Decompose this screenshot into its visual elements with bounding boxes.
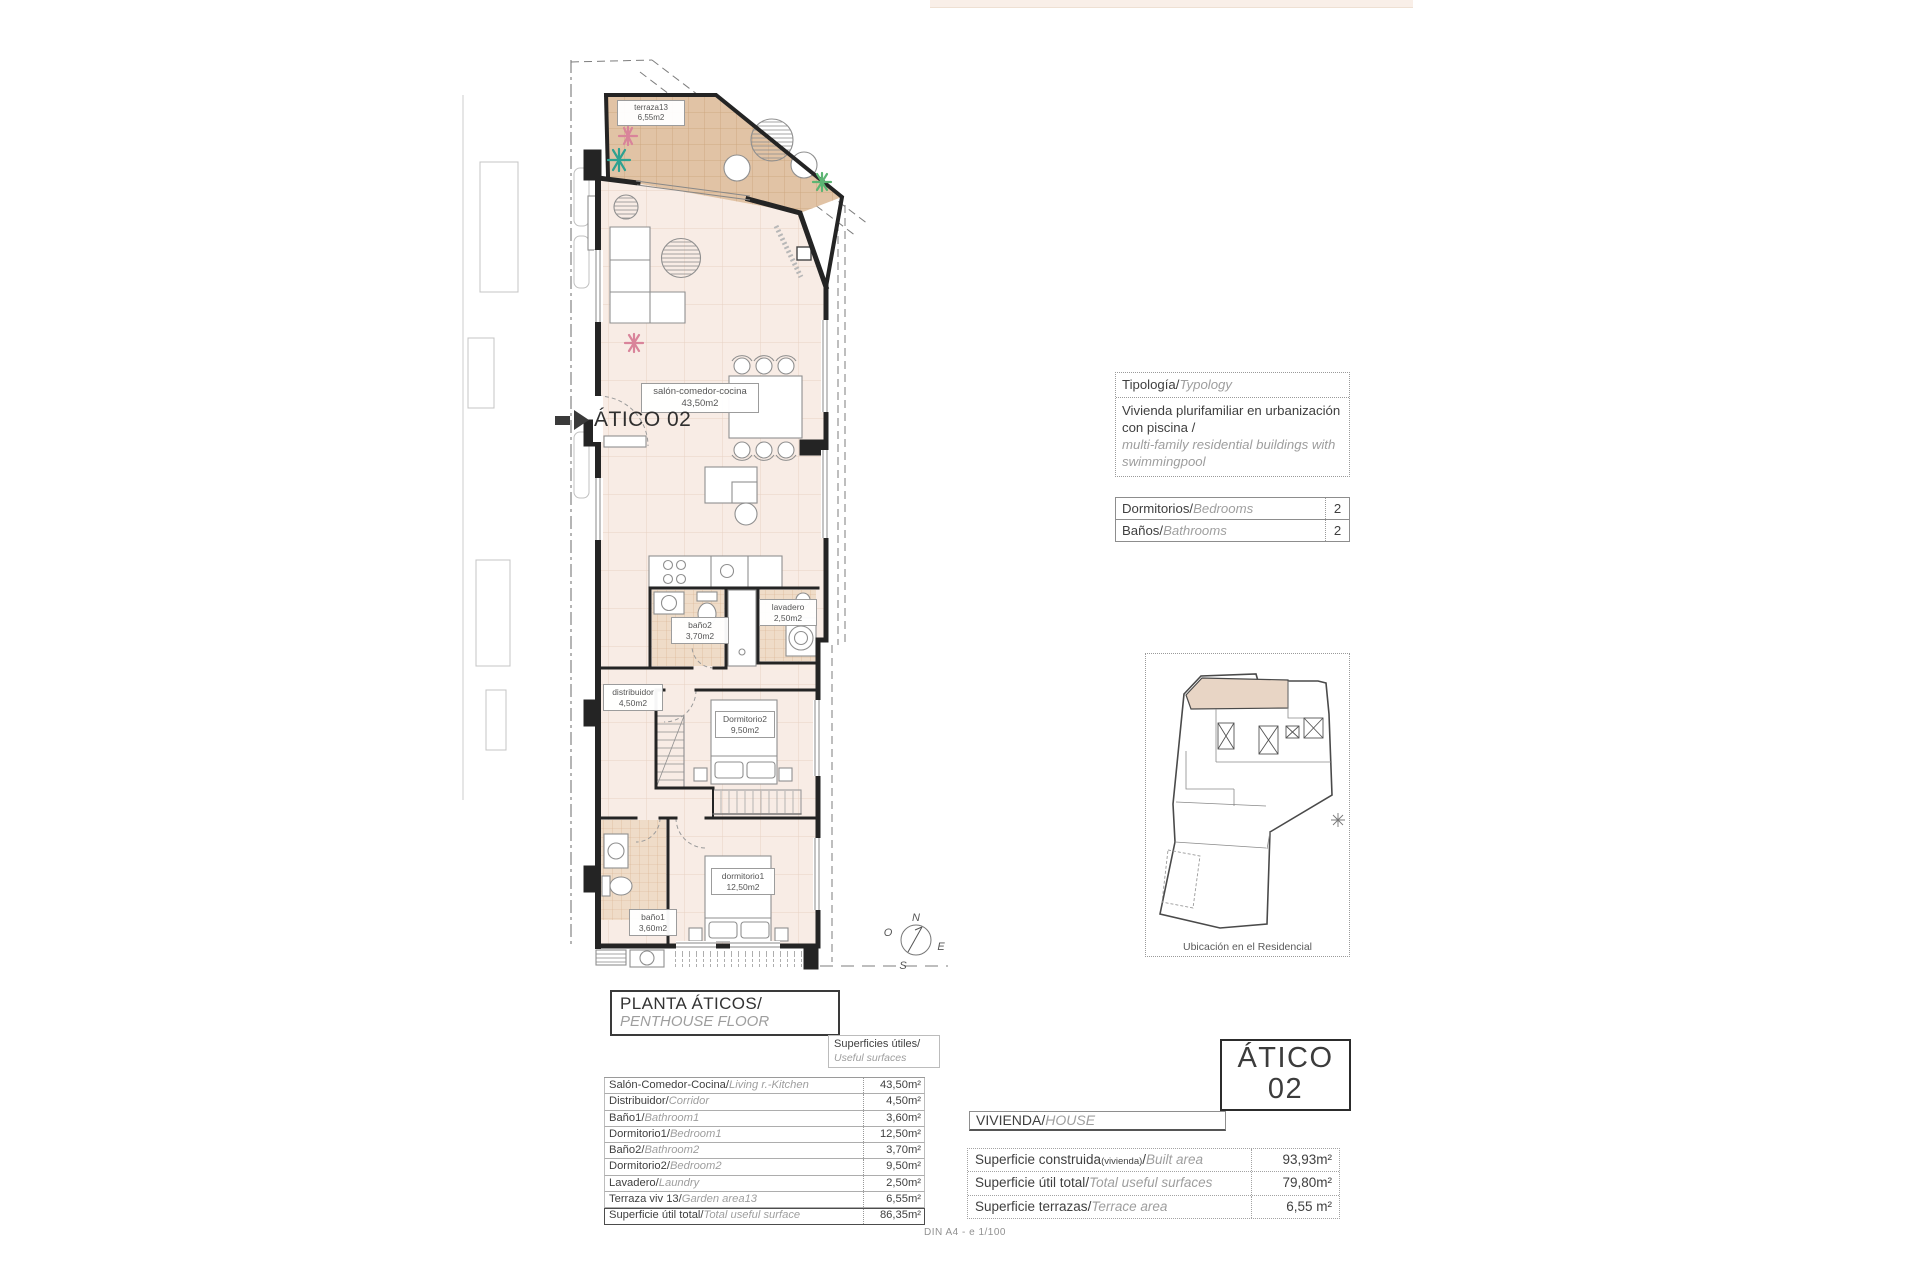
table-row: Superficie construida(vivienda)/Built area 93,93m²	[968, 1149, 1339, 1171]
typology-title: Tipología/Typology	[1116, 373, 1349, 398]
built-area-value: 93,93m²	[1251, 1149, 1339, 1171]
bedrooms-count: 2	[1325, 498, 1349, 519]
useful-area-value: 79,80m²	[1251, 1172, 1339, 1194]
compass-n: N	[912, 912, 920, 924]
bathrooms-count: 2	[1325, 520, 1349, 541]
table-row: Baño2/Bathroom2 3,70m²	[604, 1143, 925, 1159]
scale-note: DIN A4 - e 1/100	[924, 1227, 1006, 1238]
highlighted-unit	[1186, 678, 1288, 709]
header-strip	[930, 0, 1413, 8]
room-label-dormitorio1: dormitorio1 12,50m2	[711, 868, 775, 895]
compass-e: E	[937, 941, 945, 953]
room-label-bano1: baño1 3,60m2	[629, 909, 677, 936]
useful-surfaces-label: Superficies útiles/ Useful surfaces	[828, 1035, 940, 1068]
room-label-bano2: baño2 3,70m2	[671, 617, 729, 644]
floor-plan-svg	[440, 48, 960, 970]
mini-compass-icon	[1331, 813, 1345, 827]
location-map-box	[1145, 653, 1350, 957]
table-row: Terraza viv 13/Garden area13 6,55m²	[604, 1192, 925, 1208]
room-surfaces-table	[604, 1077, 925, 1225]
table-row-total: Superficie útil total/Total useful surface 86,35m²	[604, 1208, 925, 1224]
table-row: Dormitorio1/Bedroom1 12,50m²	[604, 1127, 925, 1143]
room-label-distribuidor: distribuidor 4,50m2	[603, 684, 663, 711]
unit-pointer-label: ÁTICO 02	[594, 408, 692, 431]
compass-o: O	[883, 927, 893, 939]
unit-number-box: ÁTICO 02	[1220, 1039, 1351, 1111]
table-row: Superficie útil total/Total useful surfaces 79,80m²	[968, 1171, 1339, 1194]
dwelling-title-bar: VIVIENDA/HOUSE	[969, 1111, 1226, 1131]
pointer-arrow-icon	[555, 416, 570, 425]
location-map-svg	[1146, 654, 1349, 938]
table-row: Distribuidor/Corridor 4,50m²	[604, 1094, 925, 1110]
room-label-lavadero: lavadero 2,50m2	[759, 599, 817, 626]
table-row: Baño1/Bathroom1 3,60m²	[604, 1111, 925, 1127]
table-row: Baños/Bathrooms 2	[1116, 519, 1349, 541]
bedrooms-bathrooms-table	[1115, 497, 1350, 542]
room-label-dormitorio2: Dormitorio2 9,50m2	[715, 711, 775, 738]
compass-rose	[884, 912, 946, 970]
table-row: Lavadero/Laundry 2,50m²	[604, 1176, 925, 1192]
unit-pointer	[555, 408, 691, 432]
map-caption: Ubicación en el Residencial	[1183, 941, 1312, 953]
table-row: Dormitorio2/Bedroom2 9,50m²	[604, 1159, 925, 1175]
room-label-salon: salón-comedor-cocina 43,50m2	[641, 383, 759, 413]
terrace-area-value: 6,55 m²	[1251, 1196, 1339, 1218]
typology-description: Vivienda plurifamiliar en urbanización con piscina / multi-family residential buildings with swimmingpool	[1122, 403, 1341, 469]
table-row: Dormitorios/Bedrooms 2	[1116, 498, 1349, 519]
table-row: Salón-Comedor-Cocina/Living r.-Kitchen 43,50m²	[604, 1078, 925, 1094]
typology-box	[1115, 372, 1350, 477]
compass-s: S	[899, 960, 907, 970]
room-label-terraza: terraza13 6,55m2	[617, 100, 685, 126]
floor-title-box: PLANTA ÁTICOS/ PENTHOUSE FLOOR	[610, 990, 840, 1036]
table-row: Superficie terrazas/Terrace area 6,55 m²	[968, 1195, 1339, 1218]
dwelling-surfaces-table	[967, 1148, 1340, 1219]
